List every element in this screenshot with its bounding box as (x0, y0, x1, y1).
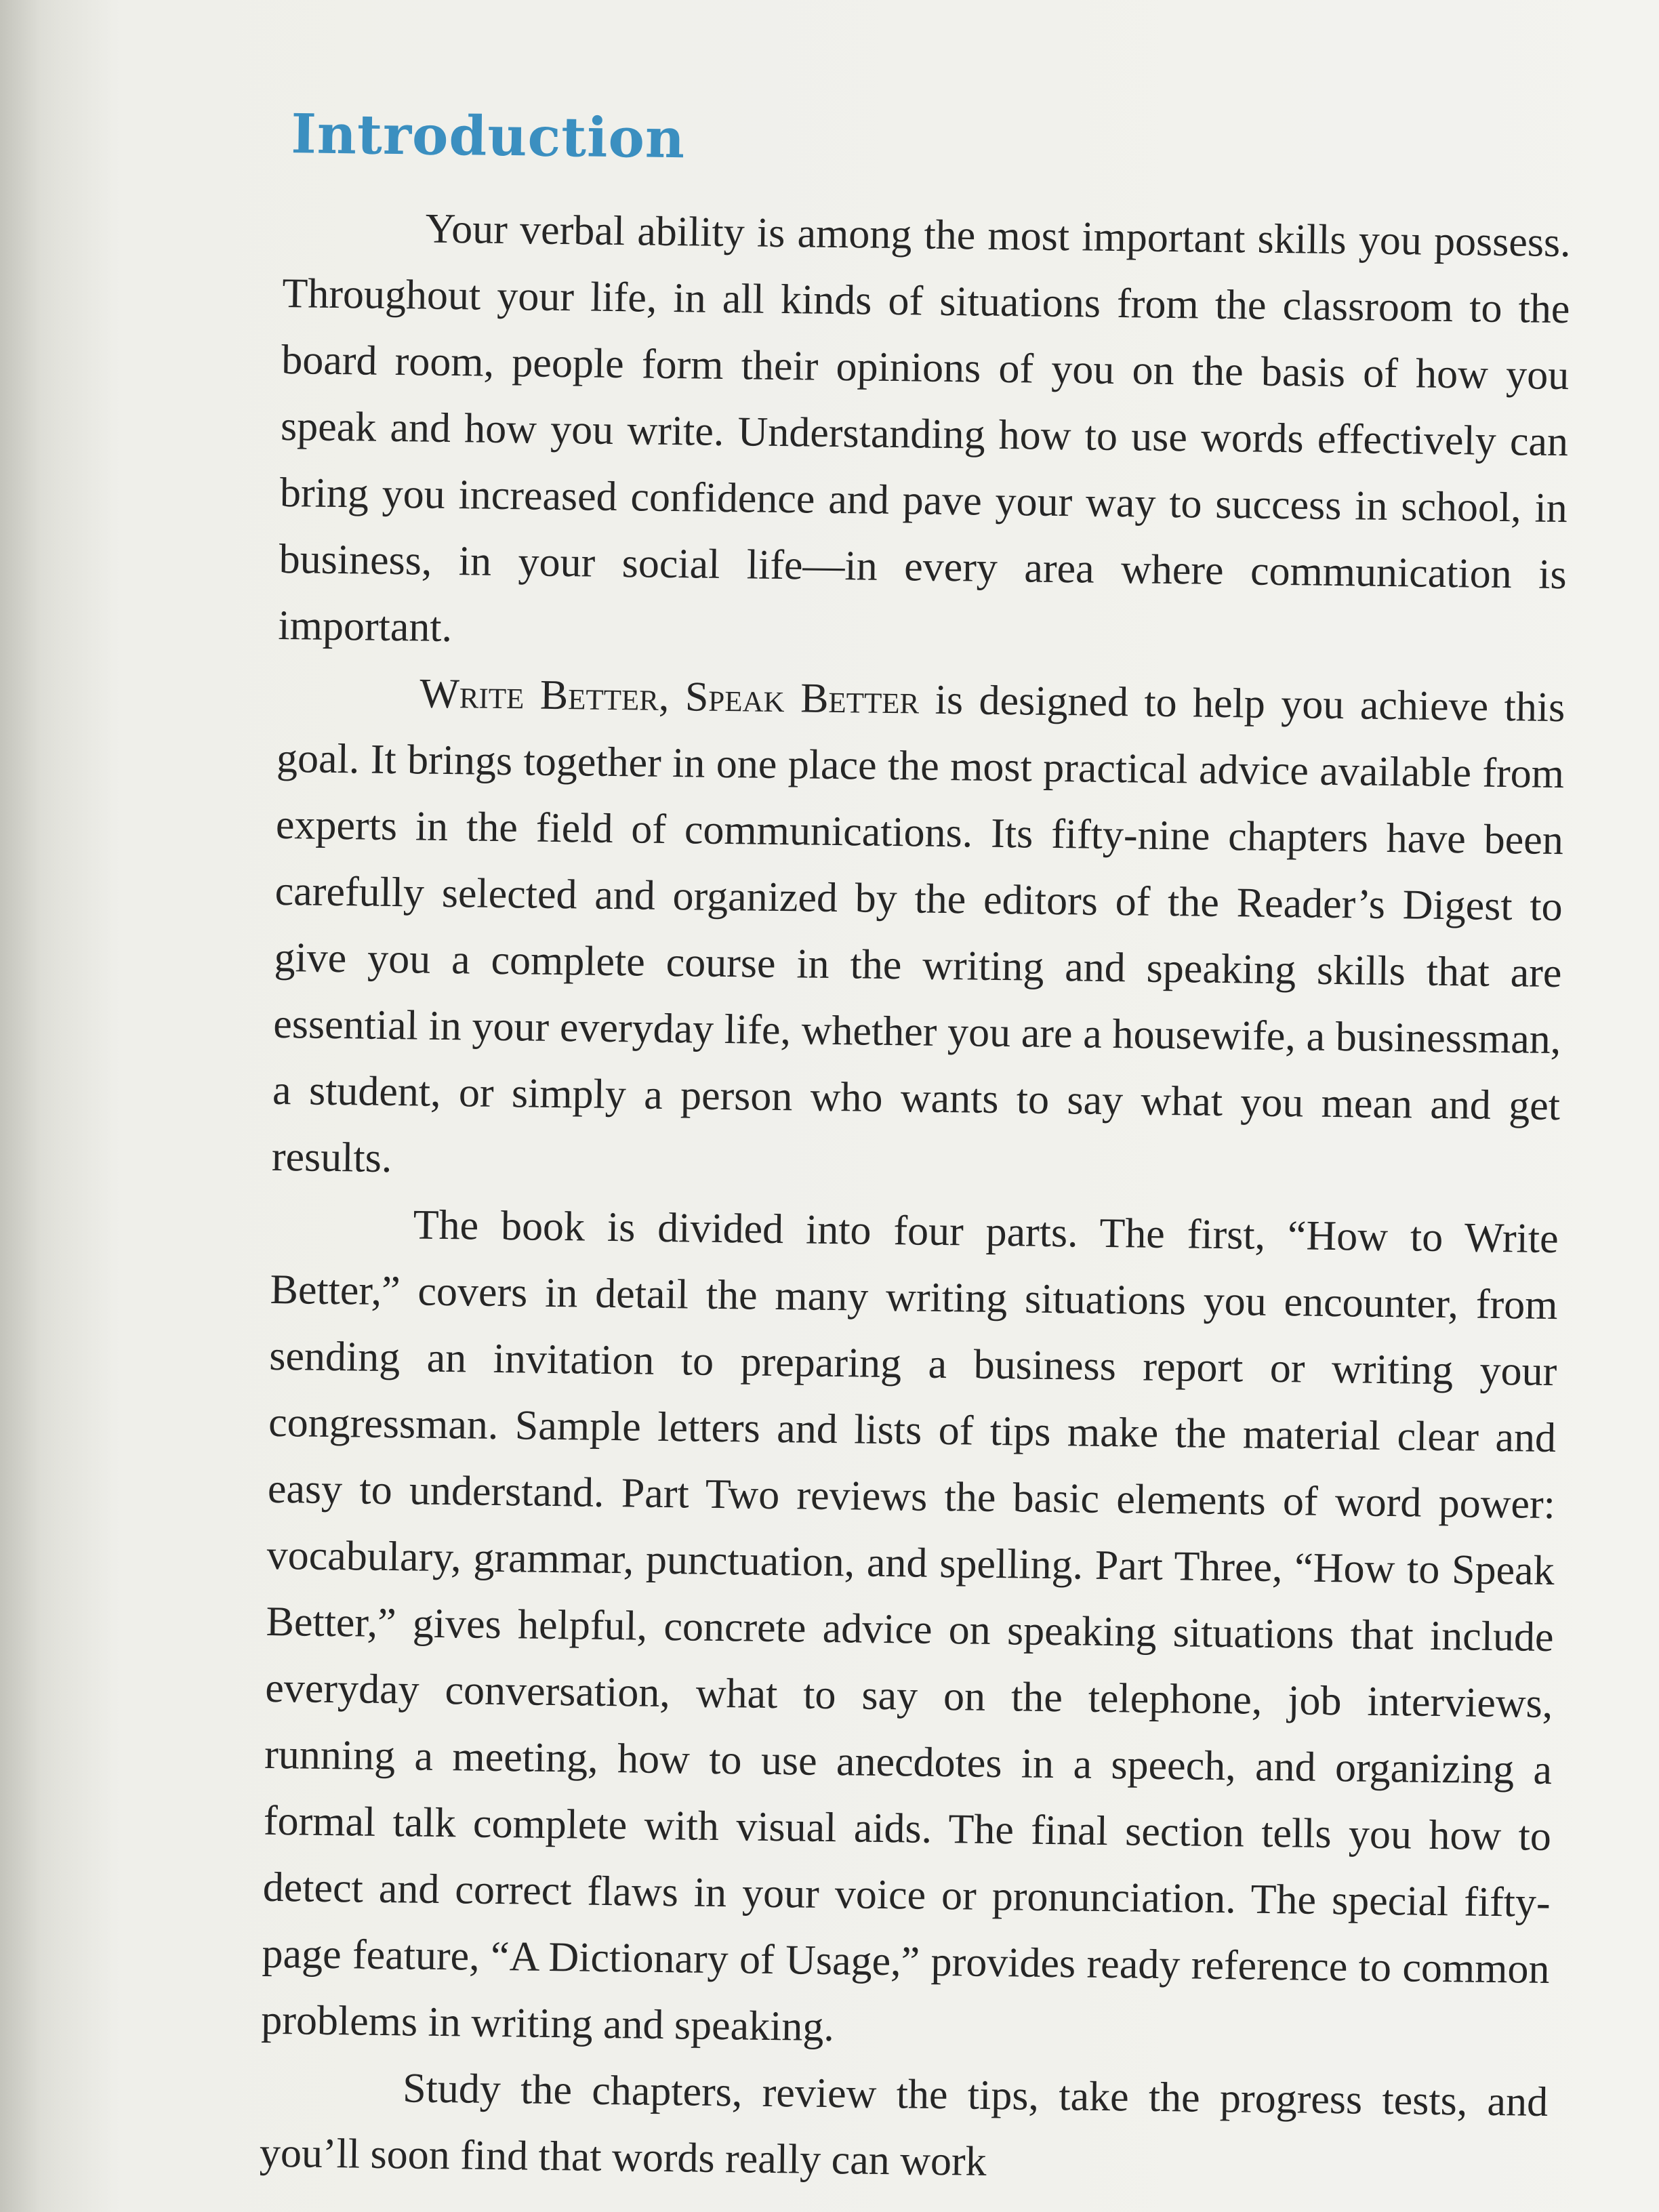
page-title: Introduction (290, 102, 686, 171)
paragraph-4-text: Study the chapters, review the tips, take the progress tests, and you’ll soon find that words really can work (259, 2065, 1549, 2185)
paragraph-3 (261, 1190, 1559, 2069)
page-text-block (259, 102, 1572, 2202)
book-title-small-caps: Write Better, Speak Better (419, 670, 920, 723)
paragraph-1-text: Your verbal ability is among the most important skills you possess. Throughout your life, in all kinds of situations from the classroom to the board room, people form their opinions of you on the basis of how you speak and how you write. Understanding how to use words effectively can bring you increased confidence and pave your way to success in school, in business, in your social life—in every area where communication is important. (278, 205, 1572, 651)
paragraph-2-text: is designed to help you achieve this goal. It brings together in one place the most practical advice available from experts in the field of communications. Its fifty-nine chapters have been carefully selected and organized by the editors of the Reader’s Digest to give you a complete course in the writing and speaking skills that are essential in your everyday life, whether you are a housewife, a businessman, a student, or simply a person who wants to say what you mean and get results. (271, 676, 1565, 1182)
paragraph-2 (271, 659, 1565, 1206)
page-gutter-shadow (0, 0, 115, 2212)
paragraph-4 (259, 2053, 1548, 2202)
paragraph-1 (278, 194, 1571, 674)
paragraph-3-text: The book is divided into four parts. The first, “How to Write Better,” covers in detail the many writing situations you encounter, from sending an invitation to preparing a business report or writing your congressman. Sample letters and lists of tips make the material clear and easy to understand. Part Two reviews the basic elements of word power: vocabulary, grammar, punctuation, and spelling. Part Three, “How to Speak Better,” gives helpful, concrete advice on speaking situations that include everyday conversation, what to say on the telephone, job interviews, running a meeting, how to use anecdotes in a speech, and organizing a formal talk complete with visual aids. The final section tells you how to detect and correct flaws in your voice or pronunciation. The special fifty-page feature, “A Dictionary of Usage,” provides ready reference to common problems in writing and speaking. (260, 1202, 1559, 2051)
